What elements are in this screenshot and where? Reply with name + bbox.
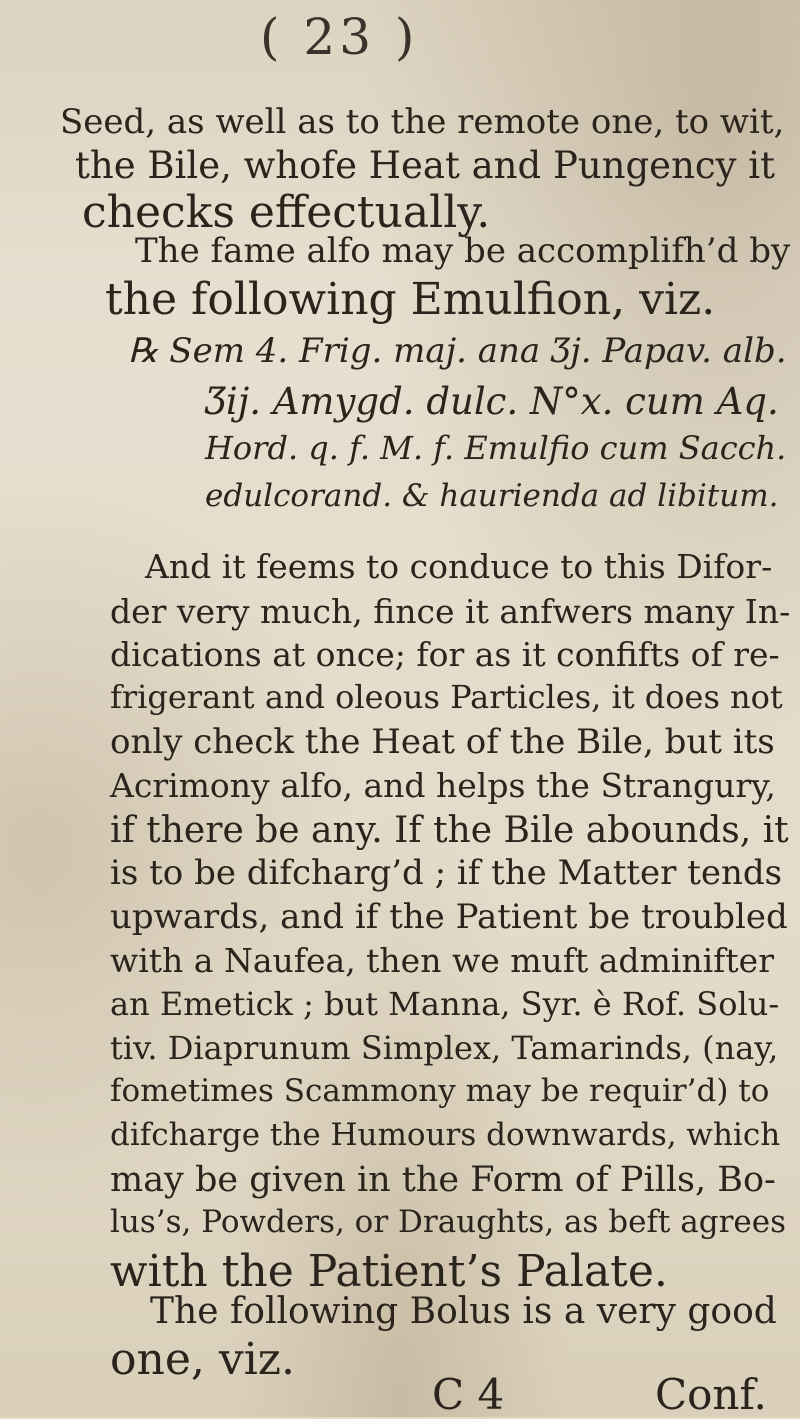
text-line-1: Seed, as well as to the remote one, to wit, bbox=[60, 102, 785, 142]
text-line-21: tiv. Diaprunum Simplex, Tamarinds, (nay, bbox=[110, 1029, 779, 1067]
page-number: ( 23 ) bbox=[260, 8, 419, 66]
text-line-20: an Emetick ; but Manna, Syr. è Rof. Solu- bbox=[110, 985, 780, 1023]
text-line-14: only check the Heat of the Bile, but its bbox=[110, 722, 775, 762]
text-line-4: The fame alfo may be accomplifh’d by bbox=[135, 231, 791, 271]
text-line-11: der very much, fince it anfwers many In- bbox=[110, 592, 791, 631]
recipe-line-3: Hord. q. f. M. f. Emulfio cum Sacch. bbox=[205, 429, 787, 467]
text-line-25: lus’s, Powders, or Draughts, as beft agrees bbox=[110, 1204, 786, 1240]
text-line-17: is to be difcharg’d ; if the Matter tends bbox=[110, 853, 783, 893]
text-line-24: may be given in the Form of Pills, Bo- bbox=[110, 1160, 776, 1200]
text-line-23: difcharge the Humours downwards, which bbox=[110, 1117, 781, 1153]
text-line-12: dications at once; for as it confifts of re- bbox=[110, 635, 780, 674]
text-line-27: The following Bolus is a very good bbox=[150, 1291, 777, 1332]
recipe-line-2: Ʒij. Amygd. dulc. N°x. cum Aq. bbox=[205, 380, 779, 423]
text-line-5: the following Emulfion, viz. bbox=[105, 274, 716, 325]
text-line-19: with a Naufea, then we muft adminifter bbox=[110, 941, 774, 980]
recipe-line-4: edulcorand. & haurienda ad libitum. bbox=[205, 478, 779, 514]
text-line-2: the Bile, whofe Heat and Pungency it bbox=[75, 144, 776, 187]
text-line-16: if there be any. If the Bile abounds, it bbox=[110, 810, 789, 851]
text-line-26: with the Patient’s Palate. bbox=[110, 1246, 668, 1297]
signature-mark: C 4 bbox=[432, 1370, 505, 1419]
text-line-22: fometimes Scammony may be requir’d) to bbox=[110, 1073, 770, 1109]
text-line-10: And it feems to conduce to this Difor- bbox=[145, 547, 773, 586]
text-line-15: Acrimony alfo, and helps the Strangury, bbox=[110, 766, 776, 805]
recipe-line-1: ℞ Sem 4. Frig. maj. ana Ʒj. Papav. alb. bbox=[128, 331, 787, 371]
text-line-18: upwards, and if the Patient be troubled bbox=[110, 897, 788, 937]
catchword: Conf. bbox=[655, 1370, 767, 1419]
text-line-13: frigerant and oleous Particles, it does not bbox=[110, 678, 783, 716]
text-line-3: checks effectually. bbox=[82, 187, 491, 238]
text-line-28: one, viz. bbox=[110, 1334, 295, 1385]
